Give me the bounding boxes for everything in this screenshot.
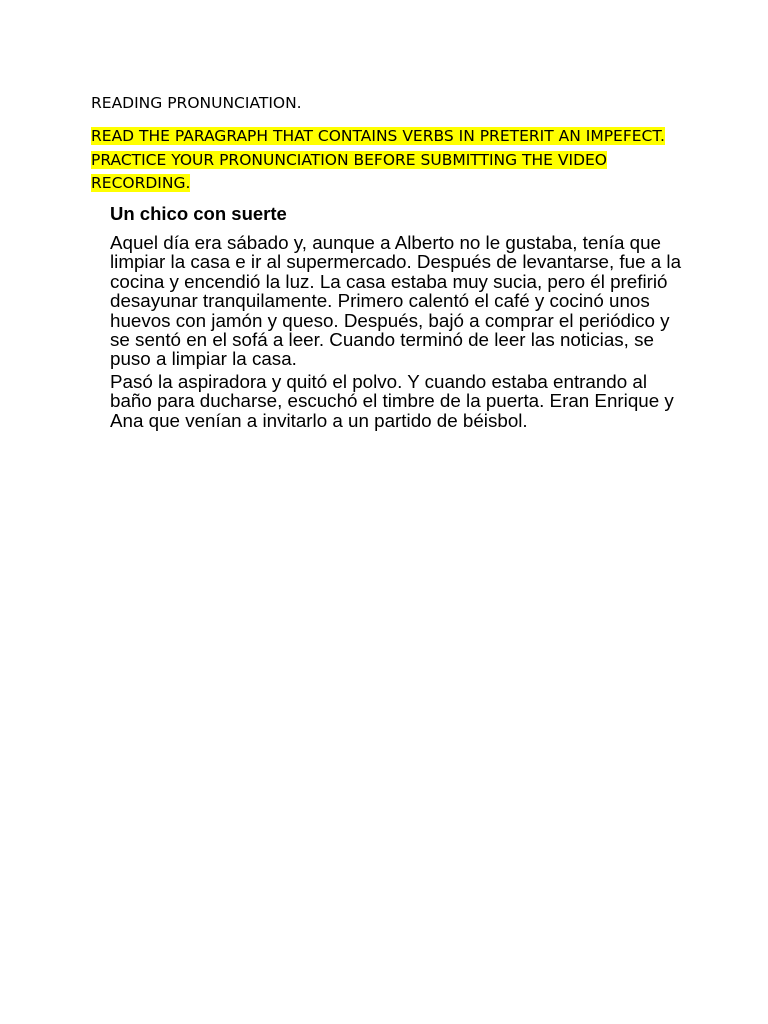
document-heading: READING PRONUNCIATION. — [91, 94, 302, 112]
story-title: Un chico con suerte — [110, 203, 287, 224]
story-paragraph-2: Pasó la aspiradora y quitó el polvo. Y cuando estaba entrando al baño para ducharse, escuchó el timbre de la puerta. Eran Enrique y Ana que venían a invitarlo a un partido de béisbol. — [110, 370, 674, 431]
story-paragraph-1: Aquel día era sábado y, aunque a Alberto no le gustaba, tenía que limpiar la casa e ir al supermercado. Después de levantarse, fue a la cocina y encendió la luz. La casa estaba muy sucia, pero él prefirió desayunar tranquilamente. Primero calentó el café y cocinó unos huevos con jamón y queso. Después, bajó a comprar el periódico y se sentó en el sofá a leer. Cuando terminó de leer las noticias, se puso a limpiar la casa. — [110, 232, 682, 370]
instruction-paragraph — [91, 125, 691, 196]
highlighted-instruction: READ THE PARAGRAPH THAT CONTAINS VERBS IN PRETERIT AN IMPEFECT. PRACTICE YOUR PRONUNCIATION BEFORE SUBMITTING THE VIDEO RECORDING. — [91, 127, 665, 192]
story-body — [110, 233, 690, 433]
